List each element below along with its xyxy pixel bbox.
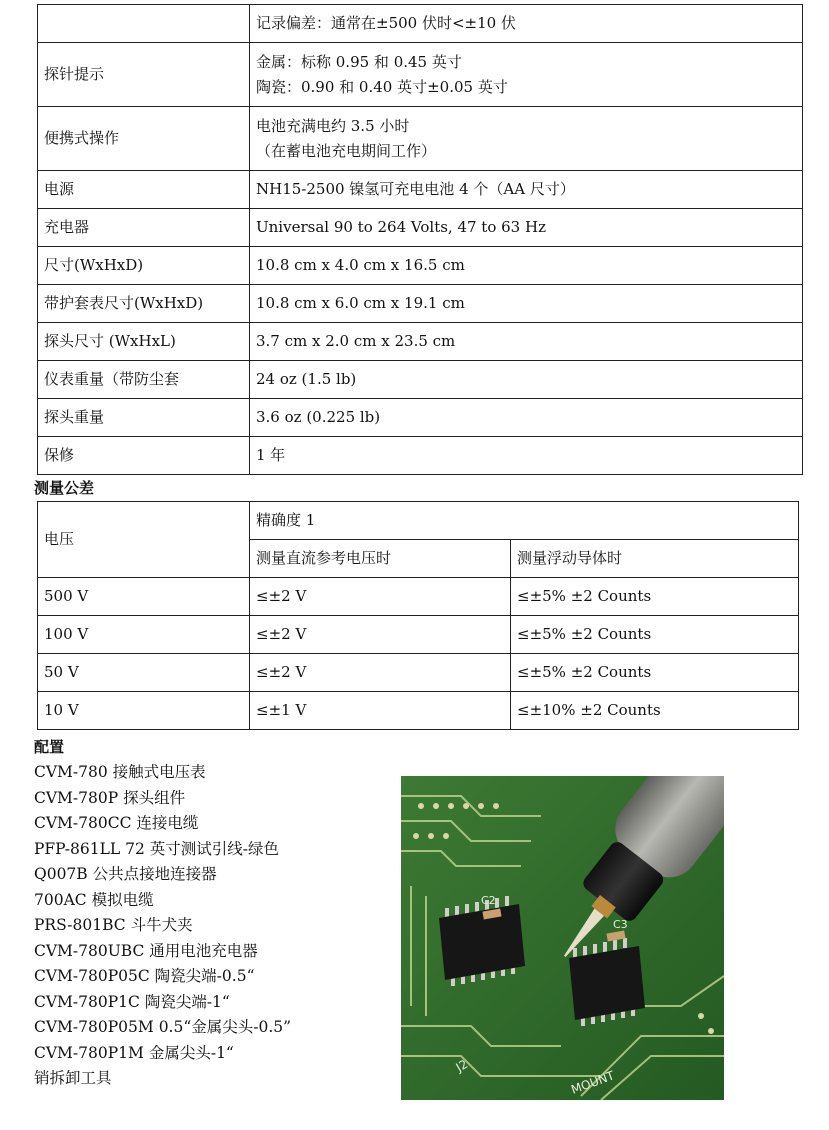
tolerance-table [37,501,799,730]
spec-value-line: （在蓄电池充电期间工作） [256,141,437,160]
probe-on-circuit-board-photo [401,776,724,1100]
spec-value-line: 10.8 cm x 6.0 cm x 19.1 cm [256,294,465,312]
tolerance-row [38,692,799,730]
specs-table [37,4,803,475]
spec-value [250,171,803,209]
spec-row [38,247,803,285]
spec-value-line: 1 年 [256,446,286,464]
silkscreen-c2: C2 [481,894,496,907]
spec-value [250,361,803,399]
spec-label: 带护套表尺寸(WxHxD) [38,285,250,323]
spec-value-line: 电池充满电约 3.5 小时 [256,116,410,135]
tolerance-floating-cell: ≤±5% ±2 Counts [511,616,799,654]
spec-value [250,285,803,323]
tolerance-voltage-cell: 10 V [38,692,250,730]
spec-value-line: 3.7 cm x 2.0 cm x 23.5 cm [256,332,456,350]
spec-row [38,5,803,43]
tolerance-heading: 测量公差 [34,479,95,497]
spec-label: 探头重量 [38,399,250,437]
tolerance-row [38,616,799,654]
config-heading: 配置 [34,738,65,756]
spec-value [250,399,803,437]
tolerance-floating-cell: ≤±5% ±2 Counts [511,578,799,616]
spec-value-line: 10.8 cm x 4.0 cm x 16.5 cm [256,256,465,274]
spec-label: 保修 [38,437,250,475]
spec-label: 充电器 [38,209,250,247]
silkscreen-j2: J2 [453,1056,471,1075]
spec-value-line: 记录偏差：通常在±500 伏时<±10 伏 [256,14,516,32]
spec-row [38,437,803,475]
spec-label: 仪表重量（带防尘套 [38,361,250,399]
config-item: CVM-780P05M 0.5“金属尖头-0.5” [34,1018,292,1036]
spec-label: 尺寸(WxHxD) [38,247,250,285]
tolerance-floating-cell: ≤±5% ±2 Counts [511,654,799,692]
voltage-header: 电压 [38,502,250,578]
tolerance-dc-ref-cell: ≤±1 V [250,692,511,730]
config-item: Q007B 公共点接地连接器 [34,865,217,883]
spec-label: 电源 [38,171,250,209]
spec-value-line: NH15-2500 镍氢可充电电池 4 个（AA 尺寸） [256,180,575,198]
spec-row [38,107,803,171]
spec-row [38,43,803,107]
silkscreen-c3: C3 [613,918,628,931]
config-item: CVM-780UBC 通用电池充电器 [34,941,258,960]
spec-value [250,437,803,475]
config-item: CVM-780CC 连接电缆 [34,814,199,832]
tolerance-dc-ref-cell: ≤±2 V [250,578,511,616]
spec-value-line: 金属：标称 0.95 和 0.45 英寸 [256,52,462,71]
tolerance-row [38,654,799,692]
tolerance-header-row [38,502,799,540]
floating-header: 测量浮动导体时 [511,540,799,578]
spec-label: 探头尺寸 (WxHxL) [38,323,250,361]
spec-row [38,361,803,399]
tolerance-voltage-cell: 50 V [38,654,250,692]
spec-value [250,107,803,171]
spec-row [38,399,803,437]
spec-row [38,171,803,209]
config-item: CVM-780 接触式电压表 [34,763,206,781]
spec-value [250,323,803,361]
spec-label: 便携式操作 [38,107,250,171]
spec-value [250,5,803,43]
spec-row [38,209,803,247]
config-item: PRS-801BC 斗牛犬夹 [34,916,193,934]
config-list [34,760,291,1092]
accuracy-header: 精确度 1 [250,502,799,540]
tolerance-floating-cell: ≤±10% ±2 Counts [511,692,799,730]
tolerance-dc-ref-cell: ≤±2 V [250,616,511,654]
config-item: 销拆卸工具 [34,1069,112,1087]
config-item: CVM-780P1M 金属尖头-1“ [34,1043,234,1062]
spec-value [250,43,803,107]
dc-ref-header: 测量直流参考电压时 [250,540,511,578]
config-item: 700AC 模拟电缆 [34,890,154,909]
tolerance-voltage-cell: 100 V [38,616,250,654]
spec-label: 探针提示 [38,43,250,107]
spec-row [38,323,803,361]
spec-value-line: 3.6 oz (0.225 lb) [256,408,381,426]
spec-value [250,247,803,285]
config-item: CVM-780P1C 陶瓷尖端-1“ [34,992,230,1011]
spec-value [250,209,803,247]
tolerance-dc-ref-cell: ≤±2 V [250,654,511,692]
config-item: PFP-861LL 72 英寸测试引线-绿色 [34,839,279,858]
config-item: CVM-780P05C 陶瓷尖端-0.5“ [34,967,255,985]
spec-value-line: 陶瓷：0.90 和 0.40 英寸±0.05 英寸 [256,77,508,96]
spec-row [38,285,803,323]
spec-label [38,5,250,43]
spec-value-line: Universal 90 to 264 Volts, 47 to 63 Hz [256,218,546,236]
silkscreen-mount: MOUNT [569,1068,617,1097]
tolerance-voltage-cell: 500 V [38,578,250,616]
tolerance-row [38,578,799,616]
config-item: CVM-780P 探头组件 [34,788,186,807]
spec-value-line: 24 oz (1.5 lb) [256,370,357,388]
